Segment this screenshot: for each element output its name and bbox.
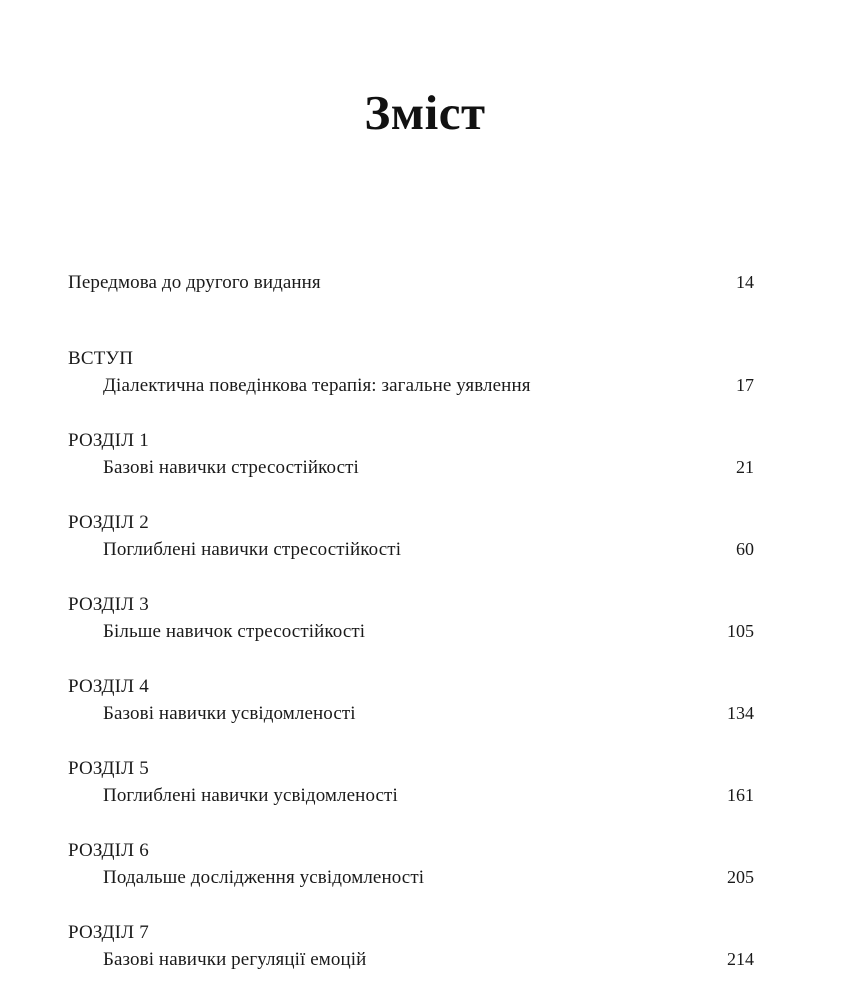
table-of-contents (0, 269, 850, 975)
list-item[interactable] (68, 509, 754, 565)
toc-entry-page: 17 (736, 375, 754, 396)
toc-entry-section: РОЗДІЛ 4 (68, 675, 149, 697)
toc-entry-page: 161 (727, 785, 754, 806)
toc-entry-section: РОЗДІЛ 6 (68, 839, 149, 861)
toc-entry-section: РОЗДІЛ 3 (68, 593, 149, 615)
list-item[interactable] (68, 755, 754, 811)
list-item[interactable] (68, 427, 754, 483)
toc-entry-section: ВСТУП (68, 347, 134, 369)
toc-entry-title: Діалектична поведінкова терапія: загальне уявлення (103, 375, 531, 397)
list-item[interactable] (68, 837, 754, 893)
list-item[interactable] (68, 673, 754, 729)
toc-entry-section: РОЗДІЛ 2 (68, 511, 149, 533)
page-title: Зміст (364, 85, 486, 140)
list-item[interactable] (68, 591, 754, 647)
toc-entry-page: 134 (727, 703, 754, 724)
toc-entry-section: РОЗДІЛ 1 (68, 429, 149, 451)
toc-entry-title: Подальше дослідження усвідомленості (103, 867, 425, 889)
toc-entry-title: Базові навички стресостійкості (103, 457, 359, 479)
list-item[interactable] (68, 919, 754, 975)
toc-entry-page: 214 (727, 949, 754, 970)
list-item[interactable] (68, 269, 754, 298)
toc-entry-page: 14 (736, 272, 754, 292)
toc-entry-section: РОЗДІЛ 5 (68, 757, 149, 779)
toc-entry-page: 205 (727, 867, 754, 888)
toc-entry-title: Поглиблені навички стресостійкості (103, 539, 402, 561)
toc-entry-page: 21 (736, 457, 754, 478)
toc-entry-title: Базові навички регуляції емоцій (103, 949, 367, 971)
toc-entry-page: 105 (727, 621, 754, 642)
toc-entry-section: РОЗДІЛ 7 (68, 921, 149, 943)
toc-entry-page: 60 (736, 539, 754, 560)
toc-entry-title: Базові навички усвідомленості (103, 703, 356, 725)
list-item[interactable] (68, 345, 754, 401)
toc-entry-title: Більше навичок стресостійкості (103, 621, 366, 643)
toc-entry-title: Поглиблені навички усвідомленості (103, 785, 398, 807)
toc-entry-title: Передмова до другого видання (68, 272, 321, 293)
